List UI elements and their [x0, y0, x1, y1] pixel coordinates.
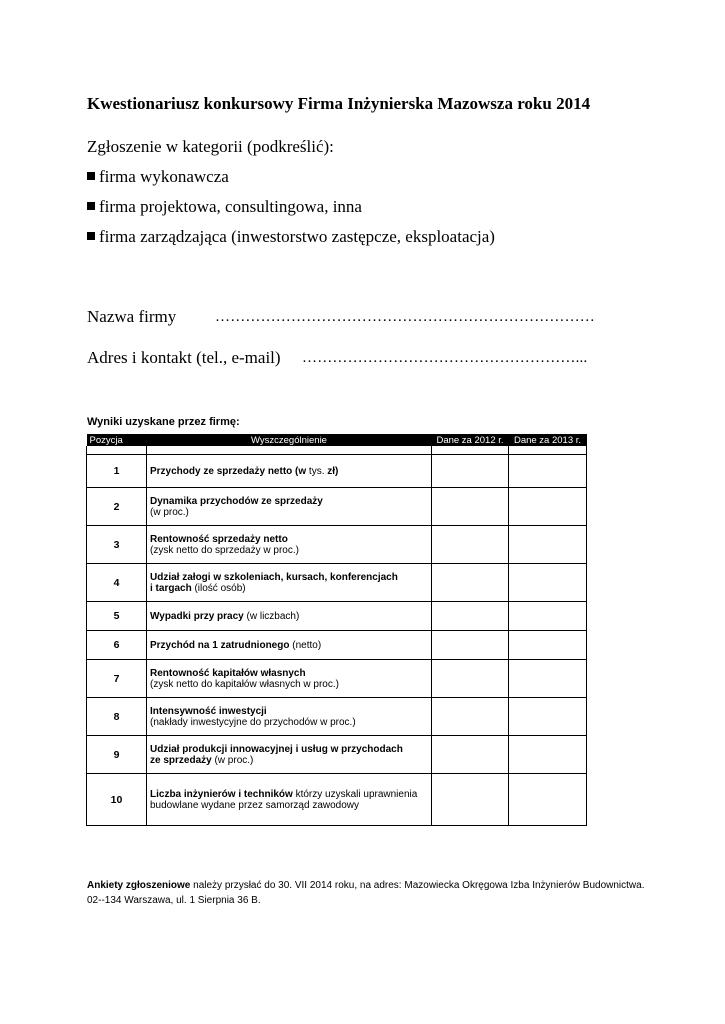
header-position: Pozycja: [87, 434, 147, 446]
row-number: 6: [87, 631, 147, 660]
results-table: [86, 434, 587, 826]
square-bullet-icon: [87, 172, 95, 180]
value-2012-cell[interactable]: [432, 602, 509, 631]
value-2013-cell[interactable]: [509, 660, 587, 698]
row-description: Rentowność kapitałów własnych (zysk netto do kapitałów własnych w proc.): [147, 660, 432, 698]
value-2012-cell[interactable]: [432, 564, 509, 602]
footer-bold: Ankiety zgłoszeniowe: [87, 880, 191, 891]
row-number: 9: [87, 736, 147, 774]
value-2013-cell[interactable]: [509, 564, 587, 602]
value-2013-cell[interactable]: [509, 774, 587, 826]
value-2013-cell[interactable]: [509, 526, 587, 564]
table-row: [87, 631, 587, 660]
table-row: [87, 564, 587, 602]
row-description: Rentowność sprzedaży netto (zysk netto do sprzedaży w proc.): [147, 526, 432, 564]
row-number: 4: [87, 564, 147, 602]
value-2013-cell[interactable]: [509, 602, 587, 631]
row-description: Intensywność inwestycji (nakłady inwestycyjne do przychodów w proc.): [147, 698, 432, 736]
value-2013-cell[interactable]: [509, 631, 587, 660]
value-2013-cell[interactable]: [509, 698, 587, 736]
row-description: Dynamika przychodów ze sprzedaży (w proc.): [147, 488, 432, 526]
row-number: 8: [87, 698, 147, 736]
company-name-field[interactable]: …………………………………………………………………: [215, 309, 595, 325]
category-option-label: firma projektowa, consultingowa, inna: [99, 197, 362, 216]
row-description: Liczba inżynierów i techników którzy uzyskali uprawnienia budowlane wydane przez samorząd zawodowy: [147, 774, 432, 826]
row-description: Przychody ze sprzedaży netto (w tys. zł): [147, 455, 432, 488]
row-number: 10: [87, 774, 147, 826]
row-number: 2: [87, 488, 147, 526]
footer-text: należy przysłać do 30. VII 2014 roku, na adres: Mazowiecka Okręgowa Izba Inżynierów Budownictwa. 02--134 Warszawa, ul. 1 Sierpnia 36 B.: [87, 880, 645, 906]
table-row: [87, 455, 587, 488]
row-number: 3: [87, 526, 147, 564]
row-description: Wypadki przy pracy (w liczbach): [147, 602, 432, 631]
company-name-label: Nazwa firmy: [87, 307, 177, 326]
category-option-label: firma zarządzająca (inwestorstwo zastępcze, eksploatacja): [99, 227, 495, 246]
row-description: Udział załogi w szkoleniach, kursach, konferencjach i targach (ilość osób): [147, 564, 432, 602]
header-year-2013: Dane za 2013 r.: [509, 434, 587, 446]
square-bullet-icon: [87, 232, 95, 240]
value-2012-cell[interactable]: [432, 526, 509, 564]
value-2013-cell[interactable]: [509, 736, 587, 774]
row-number: 7: [87, 660, 147, 698]
row-description: Udział produkcji innowacyjnej i usług w przychodach ze sprzedaży (w proc.): [147, 736, 432, 774]
value-2012-cell[interactable]: [432, 488, 509, 526]
address-field[interactable]: ………………………………………………...: [302, 350, 588, 366]
table-row: [87, 526, 587, 564]
results-label: Wyniki uzyskane przez firmę:: [87, 416, 240, 428]
table-row: [87, 698, 587, 736]
row-number: 5: [87, 602, 147, 631]
value-2012-cell[interactable]: [432, 698, 509, 736]
header-year-2012: Dane za 2012 r.: [432, 434, 509, 446]
value-2012-cell[interactable]: [432, 736, 509, 774]
address-label: Adres i kontakt (tel., e-mail): [87, 348, 281, 367]
value-2012-cell[interactable]: [432, 660, 509, 698]
value-2013-cell[interactable]: [509, 488, 587, 526]
category-option-contractor[interactable]: [87, 167, 229, 187]
table-row: [87, 488, 587, 526]
value-2012-cell[interactable]: [432, 631, 509, 660]
table-row: [87, 660, 587, 698]
category-heading: Zgłoszenie w kategorii (podkreślić):: [87, 137, 334, 156]
value-2012-cell[interactable]: [432, 455, 509, 488]
header-description: Wyszczególnienie: [147, 434, 432, 446]
value-2012-cell[interactable]: [432, 774, 509, 826]
form-title: Kwestionariusz konkursowy Firma Inżynierska Mazowsza roku 2014: [87, 94, 591, 113]
value-2013-cell[interactable]: [509, 455, 587, 488]
table-row: [87, 774, 587, 826]
table-row: [87, 736, 587, 774]
row-description: Przychód na 1 zatrudnionego (netto): [147, 631, 432, 660]
row-number: 1: [87, 455, 147, 488]
table-row: [87, 602, 587, 631]
square-bullet-icon: [87, 202, 95, 210]
category-option-management[interactable]: [87, 227, 495, 247]
category-option-design[interactable]: [87, 197, 362, 217]
category-option-label: firma wykonawcza: [99, 167, 229, 186]
footer-note: [87, 878, 657, 908]
